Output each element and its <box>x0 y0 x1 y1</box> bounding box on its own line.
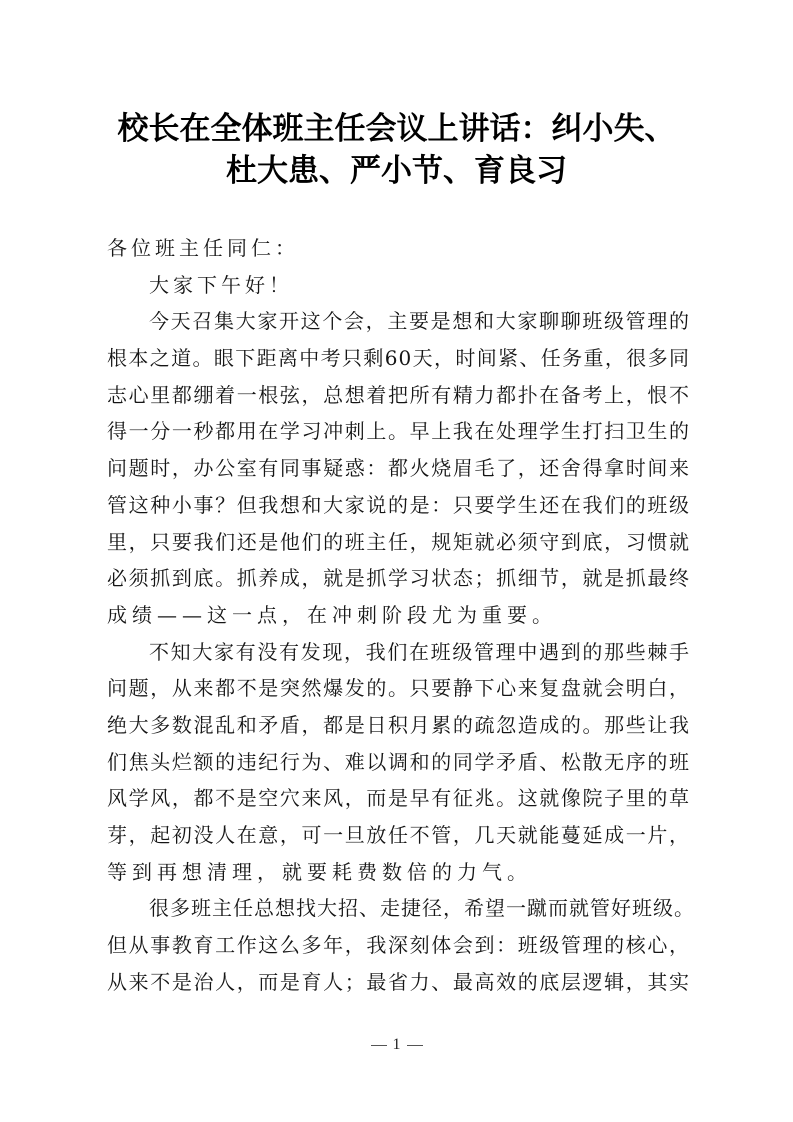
greeting: 大家下午好！ <box>149 272 293 297</box>
body-line: 根本之道。眼下距离中考只剩60天，时间紧、任务重，很多同 <box>107 346 690 371</box>
dash-left <box>371 1045 387 1046</box>
page-footer <box>0 1036 793 1054</box>
body-line: 绝大多数混乱和矛盾，都是日积月累的疏忽造成的。那些让我 <box>107 712 690 737</box>
body-line: 里，只要我们还是他们的班主任，规矩就必须守到底，习惯就 <box>107 529 690 554</box>
body-line: 今天召集大家开这个会，主要是想和大家聊聊班级管理的 <box>149 309 690 334</box>
body-line: 必须抓到底。抓养成，就是抓学习状态；抓细节，就是抓最终 <box>107 566 690 591</box>
body-line: 成绩——这一点，在冲刺阶段尤为重要。 <box>107 602 557 627</box>
dash-right <box>407 1045 423 1046</box>
title-line-2: 杜大患、严小节、育良习 <box>226 153 567 189</box>
body-line: 得一分一秒都用在学习冲刺上。早上我在处理学生打扫卫生的 <box>107 419 690 444</box>
body-line: 不知大家有没有发现，我们在班级管理中遇到的那些棘手 <box>149 639 690 664</box>
body-line: 很多班主任总想找大招、走捷径，希望一蹴而就管好班级。 <box>149 896 695 921</box>
body-line: 管这种小事？但我想和大家说的是：只要学生还在我们的班级 <box>107 492 690 517</box>
body-line: 芽，起初没人在意，可一旦放任不管，几天就能蔓延成一片， <box>107 823 690 847</box>
body-line: 从来不是治人，而是育人；最省力、最高效的底层逻辑，其实 <box>107 969 690 994</box>
body-line: 志心里都绷着一根弦，总想着把所有精力都扑在备考上，恨不 <box>107 382 690 407</box>
body-line: 们焦头烂额的违纪行为、难以调和的同学矛盾、松散无序的班 <box>107 749 690 774</box>
body-line: 问题时，办公室有同事疑惑：都火烧眉毛了，还舍得拿时间来 <box>107 456 690 481</box>
document-body <box>107 230 695 1000</box>
body-line: 问题，从来都不是突然爆发的。只要静下心来复盘就会明白， <box>107 676 690 701</box>
body-line: 风学风，都不是空穴来风，而是早有征兆。这就像院子里的草 <box>107 786 690 811</box>
body-line: 等到再想清理，就要耗费数倍的力气。 <box>107 859 532 884</box>
salutation: 各位班主任同仁： <box>107 236 299 260</box>
page-number: 1 <box>392 1036 401 1053</box>
body-paragraphs <box>107 303 695 1000</box>
title-line-1: 校长在全体班主任会议上讲话：纠小失、 <box>117 111 676 147</box>
body-line: 但从事教育工作这么多年，我深刻体会到：班级管理的核心， <box>107 933 690 958</box>
document-title <box>60 108 733 192</box>
